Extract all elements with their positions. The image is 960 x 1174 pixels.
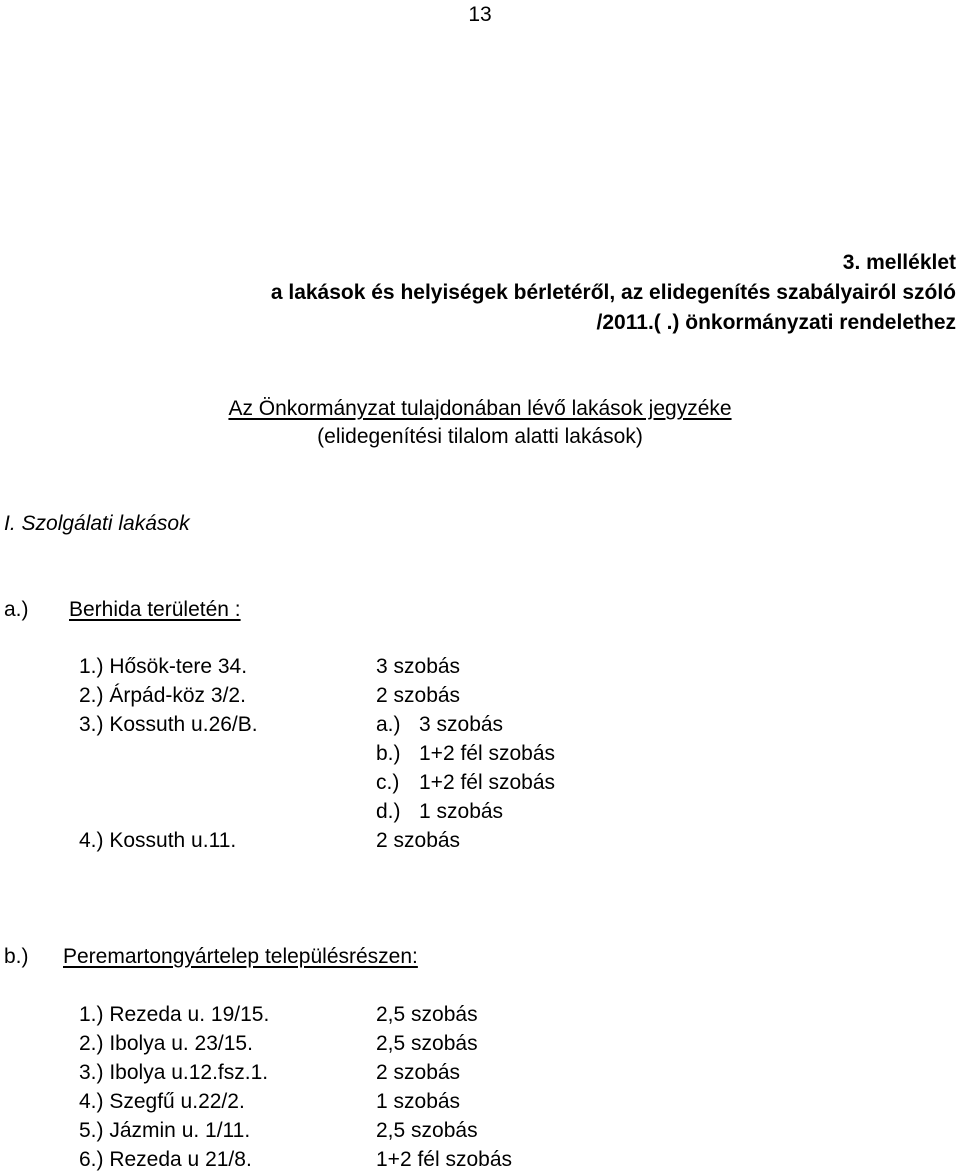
list-item: 1.) Hősök-tere 34. — [79, 655, 248, 678]
sub-item-letter: b.) — [376, 742, 401, 765]
list-item: 6.) Rezeda u 21/8. — [79, 1148, 252, 1171]
list-item-rooms: 1 szobás — [376, 1090, 461, 1113]
sub-item-rooms: 1+2 fél szobás — [419, 771, 556, 794]
page-number: 13 — [468, 3, 492, 26]
sub-item-rooms: 1+2 fél szobás — [419, 742, 556, 765]
annex-label: 3. melléklet — [842, 251, 956, 274]
list-item-rooms: 2 szobás — [376, 829, 461, 852]
sub-item-letter: a.) — [376, 713, 401, 736]
document-title: Az Önkormányzat tulajdonában lévő lakások jegyzéke — [228, 397, 732, 420]
subsection-b-label: Peremartongyártelep településrészen: — [63, 945, 418, 968]
list-item: 1.) Rezeda u. 19/15. — [79, 1003, 270, 1026]
list-item-rooms: 2,5 szobás — [376, 1119, 478, 1142]
list-item-rooms: 2,5 szobás — [376, 1003, 478, 1026]
list-item: 2.) Árpád-köz 3/2. — [79, 684, 246, 707]
subsection-a-marker: a.) — [4, 598, 29, 621]
list-item-rooms: 2 szobás — [376, 684, 461, 707]
subsection-a-label: Berhida területén : — [69, 598, 241, 621]
sub-item-rooms: 3 szobás — [419, 713, 504, 736]
list-item: 4.) Kossuth u.11. — [79, 829, 237, 852]
list-item: 2.) Ibolya u. 23/15. — [79, 1032, 253, 1055]
document-subtitle: (elidegenítési tilalom alatti lakások) — [317, 425, 643, 448]
list-item-rooms: 2,5 szobás — [376, 1032, 478, 1055]
subsection-b-marker: b.) — [4, 945, 29, 968]
sub-item-letter: d.) — [376, 800, 401, 823]
list-item: 4.) Szegfű u.22/2. — [79, 1090, 245, 1113]
list-item: 3.) Kossuth u.26/B. — [79, 713, 258, 736]
list-item-rooms: 1+2 fél szobás — [376, 1148, 513, 1171]
header-line-2: /2011.( .) önkormányzati rendelethez — [596, 311, 956, 334]
list-item: 3.) Ibolya u.12.fsz.1. — [79, 1061, 269, 1084]
sub-item-rooms: 1 szobás — [419, 800, 504, 823]
list-item: 5.) Jázmin u. 1/11. — [79, 1119, 251, 1142]
list-item-rooms: 3 szobás — [376, 655, 461, 678]
sub-item-letter: c.) — [376, 771, 400, 794]
section-heading: I. Szolgálati lakások — [4, 512, 190, 535]
header-line-1: a lakások és helyiségek bérletéről, az elidegenítés szabályairól szóló — [270, 281, 956, 304]
list-item-rooms: 2 szobás — [376, 1061, 461, 1084]
